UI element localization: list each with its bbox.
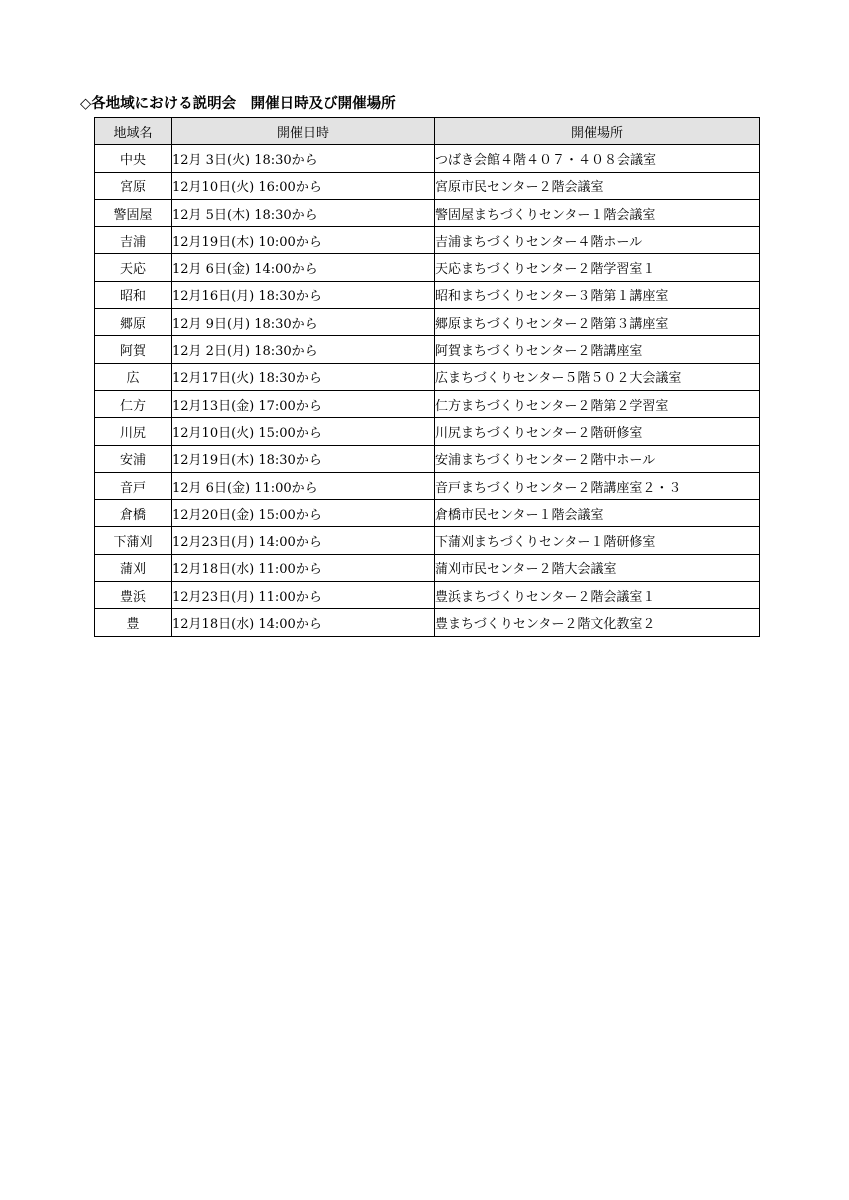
cell-datetime: 12月13日(金) 17:00から	[172, 390, 435, 417]
cell-venue: 吉浦まちづくりセンター４階ホール	[435, 227, 760, 254]
cell-region: 阿賀	[95, 336, 172, 363]
cell-datetime: 12月 5日(木) 18:30から	[172, 199, 435, 226]
cell-venue: 川尻まちづくりセンター２階研修室	[435, 418, 760, 445]
table-row	[95, 363, 760, 390]
cell-datetime: 12月23日(月) 14:00から	[172, 527, 435, 554]
cell-datetime: 12月10日(火) 16:00から	[172, 172, 435, 199]
cell-datetime: 12月17日(火) 18:30から	[172, 363, 435, 390]
cell-region: 仁方	[95, 390, 172, 417]
table-row	[95, 554, 760, 581]
cell-venue: 阿賀まちづくりセンター２階講座室	[435, 336, 760, 363]
table-row	[95, 500, 760, 527]
cell-region: 豊	[95, 609, 172, 636]
cell-datetime: 12月 6日(金) 14:00から	[172, 254, 435, 281]
cell-venue: 仁方まちづくりセンター２階第２学習室	[435, 390, 760, 417]
cell-datetime: 12月 9日(月) 18:30から	[172, 309, 435, 336]
session-schedule-table	[94, 117, 760, 637]
cell-datetime: 12月10日(火) 15:00から	[172, 418, 435, 445]
cell-region: 吉浦	[95, 227, 172, 254]
cell-datetime: 12月18日(水) 11:00から	[172, 554, 435, 581]
cell-venue: 警固屋まちづくりセンター１階会議室	[435, 199, 760, 226]
cell-datetime: 12月19日(木) 10:00から	[172, 227, 435, 254]
cell-region: 昭和	[95, 281, 172, 308]
cell-venue: 天応まちづくりセンター２階学習室１	[435, 254, 760, 281]
cell-venue: 安浦まちづくりセンター２階中ホール	[435, 445, 760, 472]
cell-venue: 郷原まちづくりセンター２階第３講座室	[435, 309, 760, 336]
cell-region: 安浦	[95, 445, 172, 472]
cell-region: 天応	[95, 254, 172, 281]
table-body	[95, 145, 760, 636]
table-header-row	[95, 118, 760, 145]
table-row	[95, 472, 760, 499]
table-row	[95, 172, 760, 199]
column-header-region: 地域名	[95, 118, 172, 145]
cell-region: 広	[95, 363, 172, 390]
table-row	[95, 227, 760, 254]
table-row	[95, 281, 760, 308]
cell-datetime: 12月 3日(火) 18:30から	[172, 145, 435, 172]
cell-region: 中央	[95, 145, 172, 172]
cell-region: 豊浜	[95, 582, 172, 609]
table-row	[95, 390, 760, 417]
cell-venue: 倉橋市民センター１階会議室	[435, 500, 760, 527]
table-row	[95, 254, 760, 281]
cell-venue: 下蒲刈まちづくりセンター１階研修室	[435, 527, 760, 554]
cell-datetime: 12月19日(木) 18:30から	[172, 445, 435, 472]
cell-datetime: 12月23日(月) 11:00から	[172, 582, 435, 609]
cell-datetime: 12月 6日(金) 11:00から	[172, 472, 435, 499]
page-title: ◇各地域における説明会 開催日時及び開催場所	[80, 96, 396, 112]
cell-region: 川尻	[95, 418, 172, 445]
cell-venue: 宮原市民センター２階会議室	[435, 172, 760, 199]
cell-venue: 広まちづくりセンター５階５０２大会議室	[435, 363, 760, 390]
table-row	[95, 445, 760, 472]
table-row	[95, 527, 760, 554]
cell-region: 宮原	[95, 172, 172, 199]
column-header-datetime: 開催日時	[172, 118, 435, 145]
column-header-venue: 開催場所	[435, 118, 760, 145]
table-row	[95, 309, 760, 336]
cell-region: 下蒲刈	[95, 527, 172, 554]
cell-venue: 昭和まちづくりセンター３階第１講座室	[435, 281, 760, 308]
cell-datetime: 12月 2日(月) 18:30から	[172, 336, 435, 363]
cell-region: 警固屋	[95, 199, 172, 226]
cell-venue: 豊浜まちづくりセンター２階会議室１	[435, 582, 760, 609]
cell-region: 音戸	[95, 472, 172, 499]
cell-region: 倉橋	[95, 500, 172, 527]
table-row	[95, 609, 760, 636]
table-row	[95, 418, 760, 445]
table-row	[95, 336, 760, 363]
cell-datetime: 12月20日(金) 15:00から	[172, 500, 435, 527]
cell-datetime: 12月18日(水) 14:00から	[172, 609, 435, 636]
cell-venue: 音戸まちづくりセンター２階講座室２・３	[435, 472, 760, 499]
cell-datetime: 12月16日(月) 18:30から	[172, 281, 435, 308]
cell-region: 蒲刈	[95, 554, 172, 581]
table-row	[95, 582, 760, 609]
cell-venue: 豊まちづくりセンター２階文化教室２	[435, 609, 760, 636]
table-row	[95, 199, 760, 226]
table-row	[95, 145, 760, 172]
cell-region: 郷原	[95, 309, 172, 336]
cell-venue: つばき会館４階４０７・４０８会議室	[435, 145, 760, 172]
cell-venue: 蒲刈市民センター２階大会議室	[435, 554, 760, 581]
